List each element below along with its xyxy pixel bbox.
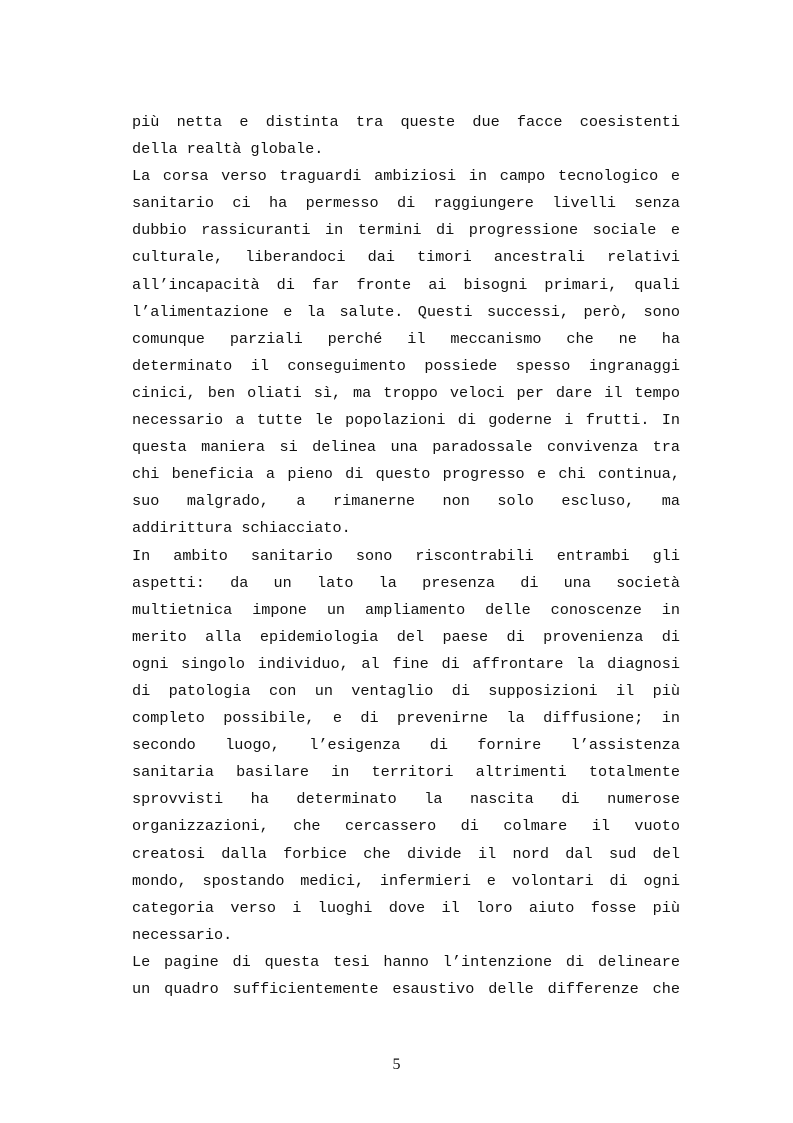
text-line: multietnica impone un ampliamento delle conoscenze in	[132, 600, 680, 619]
text-line: ogni singolo individuo, al fine di affrontare la diagnosi	[132, 654, 680, 673]
body-text	[132, 109, 680, 1003]
text-line: un quadro sufficientemente esaustivo delle differenze che	[132, 980, 680, 998]
text-line: all’incapacità di far fronte ai bisogni primari, quali	[132, 275, 680, 294]
text-line: più netta e distinta tra queste due facce coesistenti	[132, 113, 680, 131]
text-line: l’alimentazione e la salute. Questi successi, però, sono	[132, 302, 680, 321]
text-line: merito alla epidemiologia del paese di provenienza di	[132, 627, 680, 646]
text-line: della realtà globale.	[132, 140, 324, 159]
text-line: completo possibile, e di prevenirne la diffusione; in	[132, 709, 680, 728]
text-line: necessario a tutte le popolazioni di goderne i frutti. In	[132, 411, 680, 430]
text-line: mondo, spostando medici, infermieri e volontari di ogni	[132, 871, 680, 890]
text-line: sanitario ci ha permesso di raggiungere livelli senza	[132, 194, 680, 213]
text-line: categoria verso i luoghi dove il loro aiuto fosse più	[132, 898, 680, 917]
text-line: sanitaria basilare in territori altrimenti totalmente	[132, 763, 680, 782]
text-line: addirittura schiacciato.	[132, 519, 351, 538]
text-line: culturale, liberandoci dai timori ancestrali relativi	[132, 248, 680, 267]
text-line: chi beneficia a pieno di questo progresso e chi continua,	[132, 465, 680, 484]
text-line: sprovvisti ha determinato la nascita di numerose	[132, 790, 680, 809]
text-line: creatosi dalla forbice che divide il nord dal sud del	[132, 844, 680, 863]
text-line: suo malgrado, a rimanerne non solo escluso, ma	[132, 492, 680, 511]
text-line: Le pagine di questa tesi hanno l’intenzione di delineare	[132, 952, 680, 971]
text-line: cinici, ben oliati sì, ma troppo veloci per dare il tempo	[132, 383, 680, 402]
text-line: La corsa verso traguardi ambiziosi in campo tecnologico e	[132, 167, 680, 186]
page-number: 5	[392, 1056, 401, 1073]
text-line: In ambito sanitario sono riscontrabili entrambi gli	[132, 546, 680, 565]
text-line: di patologia con un ventaglio di supposizioni il più	[132, 681, 680, 700]
text-line: determinato il conseguimento possiede spesso ingranaggi	[132, 356, 680, 375]
text-line: questa maniera si delinea una paradossale convivenza tra	[132, 438, 680, 457]
text-line: necessario.	[132, 925, 233, 944]
text-line: comunque parziali perché il meccanismo che ne ha	[132, 329, 680, 348]
text-line: secondo luogo, l’esigenza di fornire l’assistenza	[132, 736, 680, 755]
text-line: organizzazioni, che cercassero di colmare il vuoto	[132, 817, 680, 836]
text-line: dubbio rassicuranti in termini di progressione sociale e	[132, 221, 680, 240]
text-line: aspetti: da un lato la presenza di una società	[132, 573, 680, 592]
